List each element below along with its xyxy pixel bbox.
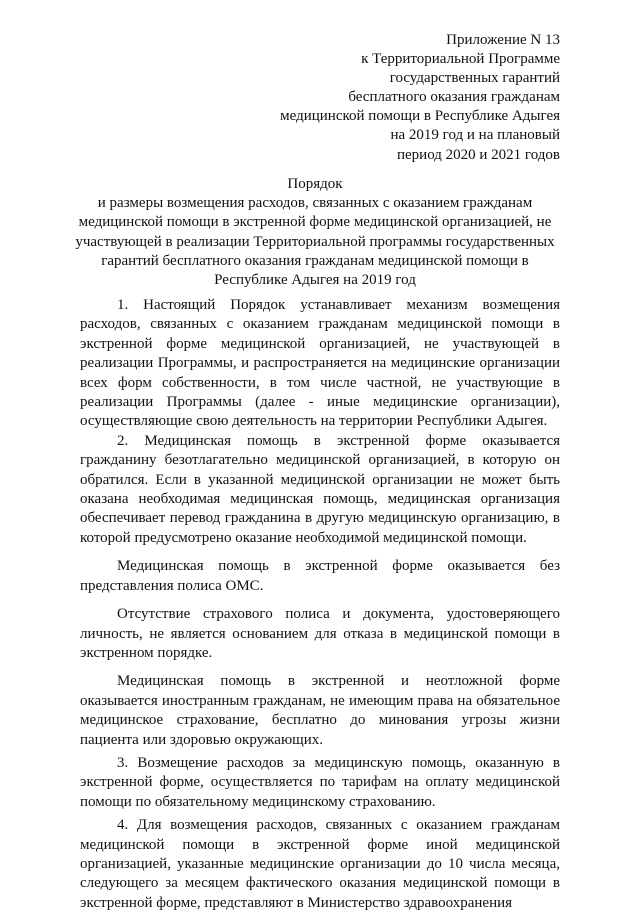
title-line: гарантий бесплатного оказания гражданам медицинской помощи в xyxy=(101,252,529,269)
appendix-header xyxy=(280,31,560,165)
paragraph-2: 2. Медицинская помощь в экстренной форме оказывается гражданину безотлагательно медицинской организацией, в которую он обратился. Если в указанной медицинской организации не может быть оказана необходимая медицинская помощь, медицинская организация обеспечивает перевод гражданина в другую медицинскую организацию, в которой предусмотрено оказание необходимой медицинской помощи. xyxy=(80,432,560,546)
appendix-line: к Территориальной Программе xyxy=(361,51,560,68)
appendix-line: на 2019 год и на плановый xyxy=(390,127,560,144)
document-body xyxy=(80,296,560,913)
paragraph-4: 4. Для возмещения расходов, связанных с оказанием гражданам медицинской помощи в экстренной форме иной медицинской организацией, указанные медицинские организации до 10 числа месяца, следующего за месяцем фактического оказания медицинской помощи в экстренной форме, представляют в Министерство здравоохранения xyxy=(80,817,560,911)
title-line: участвующей в реализации Территориальной программы государственных xyxy=(75,233,555,250)
title-line: и размеры возмещения расходов, связанных с оказанием гражданам xyxy=(97,195,533,212)
appendix-line: медицинской помощи в Республике Адыгея xyxy=(280,108,560,125)
paragraph-emergency-no-policy: Медицинская помощь в экстренной форме оказывается без представления полиса ОМС. xyxy=(80,558,560,594)
title-line: Республике Адыгея на 2019 год xyxy=(214,272,416,289)
paragraph-foreign-citizens: Медицинская помощь в экстренной и неотложной форме оказывается иностранным гражданам, не имеющим права на обязательное медицинское страхование, бесплатно до минования угрозы жизни пациента или здоровью окружающих. xyxy=(80,673,560,748)
paragraph-1: 1. Настоящий Порядок устанавливает механизм возмещения расходов, связанных с оказанием гражданам медицинской помощи в экстренной форме медицинской организацией, не участвующей в реализации Программы, и распространяется на медицинские организации всех форм собственности, в том числе частной, не участвующие в реализации Программы (далее - иные медицинские организации), осуществляющие свою деятельность на территории Республики Адыгея. xyxy=(80,297,560,430)
title-heading: Порядок xyxy=(287,176,343,192)
paragraph-3: 3. Возмещение расходов за медицинскую помощь, оказанную в экстренной форме, осуществляется по тарифам на оплату медицинской помощи по обязательному медицинскому страхованию. xyxy=(80,754,560,810)
appendix-line: Приложение N 13 xyxy=(446,32,560,48)
document-title xyxy=(60,175,570,290)
paragraph-no-documents: Отсутствие страхового полиса и документа, удостоверяющего личность, не является основанием для отказа в медицинской помощи в экстренном порядке. xyxy=(80,606,560,661)
appendix-line: период 2020 и 2021 годов xyxy=(396,146,560,163)
appendix-line: государственных гарантий xyxy=(389,70,560,87)
appendix-line: бесплатного оказания гражданам xyxy=(348,89,560,106)
title-line: медицинской помощи в экстренной форме медицинской организацией, не xyxy=(78,214,552,231)
